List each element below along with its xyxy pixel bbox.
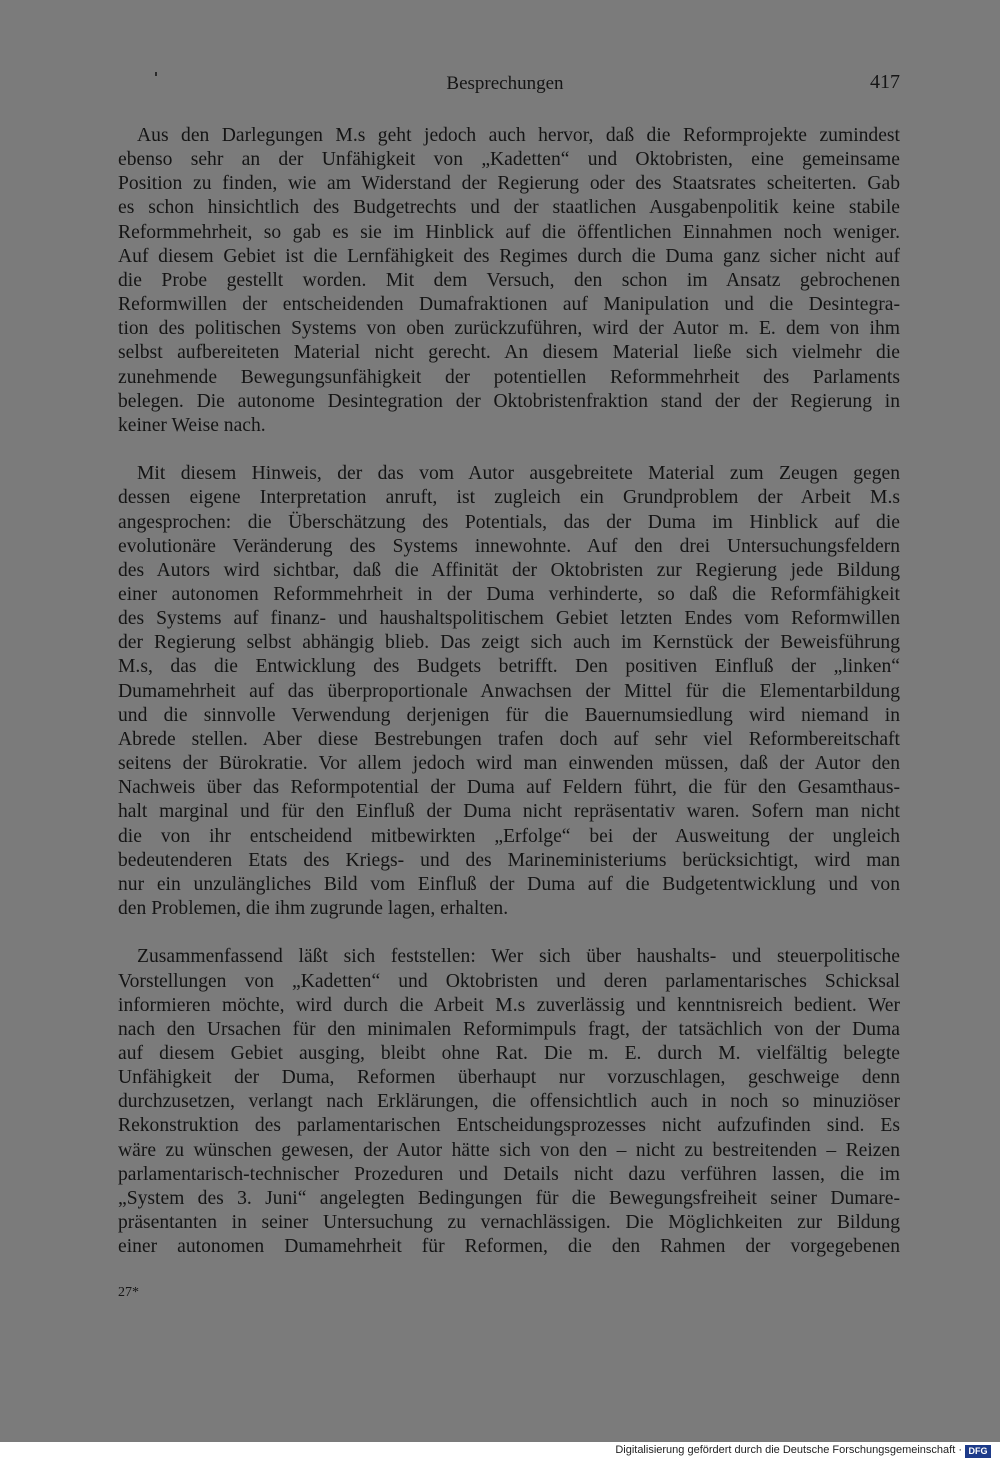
text-line: Reformmehrheit, so gab es sie im Hinblick auf die öffentlichen Einnahmen noch weniger.: [118, 221, 900, 243]
text-line: Reformwillen der entscheidenden Dumafraktionen auf Manipulation und die Desintegra-: [118, 294, 900, 316]
text-line: Nachweis über das Reformpotential der Duma auf Feldern führt, die für den Gesamthaus-: [118, 777, 900, 799]
text-line: belegen. Die autonome Desintegration der Oktobristenfraktion stand der der Regierung in: [118, 390, 900, 412]
text-line: der Regierung selbst abhängig blieb. Das zeigt sich auch im Kernstück der Beweisführung: [118, 632, 900, 654]
text-line: angesprochen: die Überschätzung des Potentials, das der Duma im Hinblick auf die: [118, 511, 900, 533]
footer-credit: Digitalisierung gefördert durch die Deutsche Forschungsgemeinschaft ·: [615, 1444, 962, 1456]
text-line: evolutionäre Veränderung des Systems innewohnte. Auf den drei Untersuchungsfeldern: [118, 535, 900, 557]
text-line: die Probe gestellt worden. Mit dem Versuch, den schon im Ansatz gebrochenen: [118, 269, 900, 291]
text-line: Position zu finden, wie am Widerstand der Regierung oder des Staatsrates scheiterten. Gab: [118, 173, 900, 195]
page-header: [110, 70, 900, 100]
body-text: [118, 124, 900, 1259]
text-line: wäre zu wünschen gewesen, der Autor hätte sich von den – nicht zu bestreitenden – Reizen: [118, 1139, 900, 1161]
text-line: parlamentarisch-technischer Prozeduren und Details nicht dazu verführen lassen, die im: [118, 1163, 900, 1185]
text-line: dessen eigene Interpretation anruft, ist zugleich ein Grundproblem der Arbeit M.s: [118, 487, 900, 509]
text-line: durchzusetzen, verlangt nach Erklärungen, die offensichtlich auch in noch so minuziöser: [118, 1091, 900, 1113]
text-line: Vorstellungen von „Kadetten“ und Oktobristen und deren parlamentarisches Schicksal: [118, 970, 900, 992]
text-line: einer autonomen Dumamehrheit für Reformen, die den Rahmen der vorgegebenen: [118, 1236, 900, 1258]
text-line: einer autonomen Reformmehrheit in der Duma verhinderte, so daß die Reformfähigkeit: [118, 584, 900, 605]
text-line: Unfähigkeit der Duma, Reformen überhaupt nur vorzuschlagen, geschweige denn: [118, 1067, 900, 1089]
signature-mark: 27*: [118, 1285, 139, 1300]
text-line: des Autors wird sichtbar, daß die Affinität der Oktobristen zur Regierung jede Bildung: [118, 559, 900, 581]
text-line: auf diesem Gebiet ausging, bleibt ohne Rat. Die m. E. durch M. vielfältig belegte: [118, 1043, 900, 1064]
text-line: nur ein unzulängliches Bild vom Einfluß der Duma auf die Budgetentwicklung und von: [118, 873, 900, 895]
page-number: 417: [870, 71, 900, 93]
text-line: „System des 3. Juni“ angelegten Bedingungen für die Bewegungsfreiheit seiner Dumare-: [118, 1187, 900, 1209]
text-line: die von ihr entscheidend mitbewirkten „Erfolge“ bei der Ausweitung der ungleich: [118, 825, 900, 847]
text-line: keiner Weise nach.: [118, 414, 266, 436]
text-line: präsentanten in seiner Untersuchung zu vernachlässigen. Die Möglichkeiten zur Bildung: [118, 1212, 900, 1234]
text-line: selbst aufbereiteten Material nicht gerecht. An diesem Material ließe sich vielmehr die: [118, 342, 900, 364]
text-line: informieren möchte, wird durch die Arbeit M.s zuverlässig und kenntnisreich bedient. Wer: [118, 994, 900, 1016]
paragraph: [118, 945, 900, 1259]
text-line: seitens der Bürokratie. Vor allem jedoch wird man einwenden müssen, daß der Autor den: [118, 753, 900, 775]
text-line: Aus den Darlegungen M.s geht jedoch auch hervor, daß die Reformprojekte zumindest: [137, 125, 900, 146]
running-head: Besprechungen: [446, 73, 564, 94]
footer-bar: [0, 1442, 1000, 1462]
dfg-logo: DFG: [965, 1445, 991, 1458]
text-line: M.s, das die Entwicklung des Budgets betrifft. Den positiven Einfluß der „linken“: [118, 656, 900, 678]
text-line: ebenso sehr an der Unfähigkeit von „Kadetten“ und Oktobristen, eine gemeinsame: [118, 149, 900, 171]
text-line: tion des politischen Systems von oben zurückzuführen, wird der Autor m. E. dem von ihm: [118, 318, 900, 340]
text-line: Mit diesem Hinweis, der das vom Autor ausgebreitete Material zum Zeugen gegen: [137, 463, 900, 485]
paragraph: [118, 124, 900, 438]
text-line: den Problemen, die ihm zugrunde lagen, erhalten.: [118, 898, 509, 920]
text-line: halt marginal und für den Einfluß der Duma nicht repräsentativ waren. Sofern man nicht: [118, 801, 900, 823]
text-line: des Systems auf finanz- und haushaltspolitischem Gebiet letzten Endes vom Reformwillen: [118, 608, 900, 630]
text-line: bedeutenderen Etats des Kriegs- und des Marineministeriums berücksichtigt, wird man: [118, 849, 900, 871]
text-line: zunehmende Bewegungsunfähigkeit der potentiellen Reformmehrheit des Parlaments: [118, 366, 900, 388]
text-line: Zusammenfassend läßt sich feststellen: Wer sich über haushalts- und steuerpolitische: [137, 946, 900, 968]
text-line: Abrede stellen. Aber diese Bestrebungen trafen doch auf sehr viel Reformbereitschaft: [118, 728, 900, 750]
text-line: Rekonstruktion des parlamentarischen Entscheidungsprozesses nicht aufzufinden sind. Es: [118, 1115, 900, 1137]
text-line: es schon hinsichtlich des Budgetrechts und der staatlichen Ausgabenpolitik keine stabile: [118, 197, 900, 219]
text-line: Auf diesem Gebiet ist die Lernfähigkeit des Regimes durch die Duma ganz sicher nicht auf: [118, 245, 900, 267]
text-line: und die sinnvolle Verwendung derjenigen für die Bauernumsiedlung wird niemand in: [118, 704, 900, 726]
text-line: Dumamehrheit auf das überproportionale Anwachsen der Mittel für die Elementarbildung: [118, 680, 900, 702]
paragraph: [118, 462, 900, 921]
text-line: nach den Ursachen für den minimalen Reformimpuls fragt, der tatsächlich von der Duma: [118, 1018, 900, 1040]
